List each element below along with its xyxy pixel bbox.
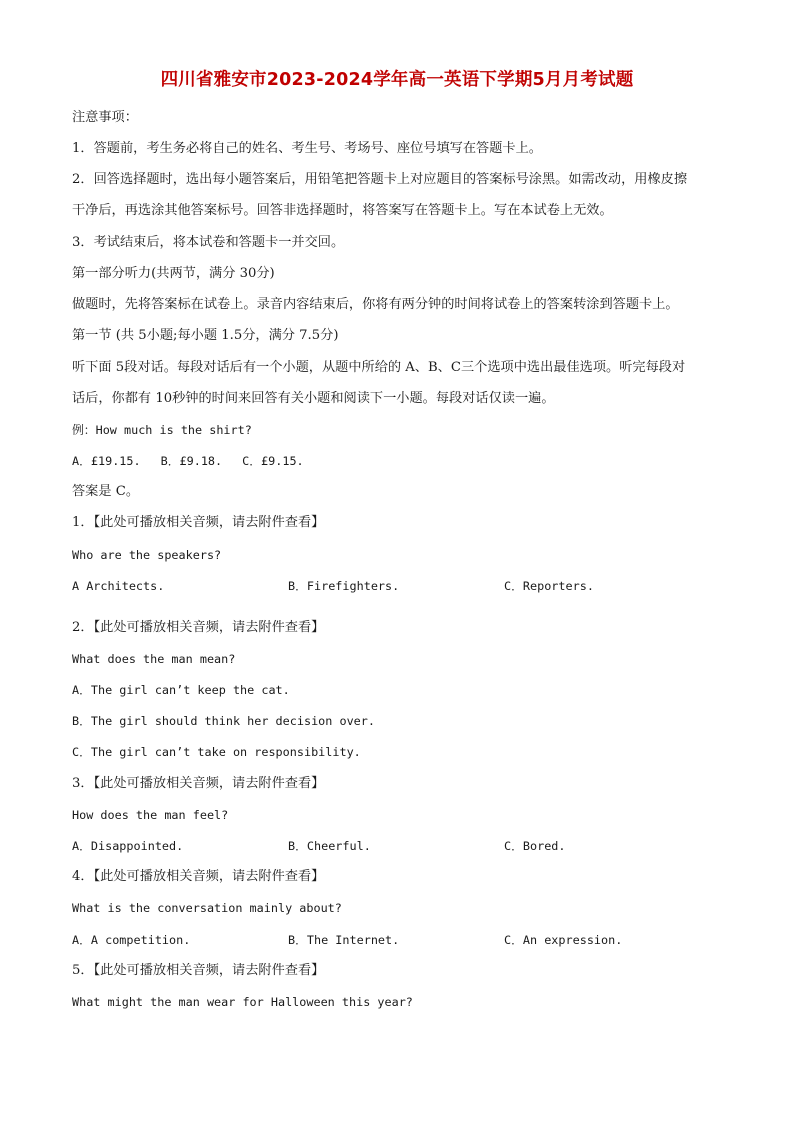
question-4-audio[interactable] <box>72 867 324 887</box>
example-question-text: 例：How much is the shirt? <box>72 423 252 437</box>
question-2-option-b[interactable]: B．The girl should think her decision over. <box>72 714 375 728</box>
question-2-number: 2． <box>72 620 94 635</box>
example-options <box>72 451 304 472</box>
question-2-audio[interactable] <box>72 618 324 638</box>
question-5-audio[interactable] <box>72 961 324 981</box>
question-2-text: What does the man mean? <box>72 652 236 666</box>
question-4-number: 4． <box>72 869 94 884</box>
notes-heading: 注意事项： <box>72 110 138 125</box>
question-1-option-c[interactable]: C．Reporters. <box>504 579 594 593</box>
question-3-option-a[interactable]: A．Disappointed. <box>72 839 184 853</box>
question-3-audio[interactable] <box>72 774 324 794</box>
audio-note-4[interactable]: 【此处可播放相关音频，请去附件查看】 <box>93 869 325 884</box>
question-3-option-b[interactable]: B．Cheerful. <box>288 839 371 853</box>
question-3-text: How does the man feel? <box>72 808 229 822</box>
section1-heading: 第一节 (共 5小题;每小题 1.5分，满分 7.5分) <box>72 328 339 343</box>
question-5-text: What might the man wear for Halloween this year? <box>72 995 413 1009</box>
example-option-b: B．£9.18. <box>160 454 223 468</box>
audio-note-1[interactable]: 【此处可播放相关音频，请去附件查看】 <box>93 515 325 530</box>
note-item-2: 2．回答选择题时，选出每小题答案后，用铅笔把答题卡上对应题目的答案标号涂黑。如需改动，用橡皮擦 <box>72 172 688 187</box>
page-title: 四川省雅安市2023-2024学年高一英语下学期5月月考试题 <box>160 70 634 90</box>
part1-instruction: 做题时，先将答案标在试卷上。录音内容结束后，你将有两分钟的时间将试卷上的答案转涂到答题卡上。 <box>72 297 679 312</box>
section1-instruction-continued: 话后，你都有 10秒钟的时间来回答有关小题和阅读下一小题。每段对话仅读一遍。 <box>72 391 555 406</box>
question-5-number: 5． <box>72 963 94 978</box>
question-2-option-c[interactable]: C．The girl can’t take on responsibility. <box>72 745 361 759</box>
question-2-option-a[interactable]: A．The girl can’t keep the cat. <box>72 683 290 697</box>
example-option-c: C．£9.15. <box>242 454 304 468</box>
question-3-number: 3． <box>72 776 94 791</box>
part1-heading: 第一部分听力(共两节，满分 30分) <box>72 266 275 281</box>
example-option-a: A．£19.15. <box>72 454 141 468</box>
note-item-3: 3．考试结束后，将本试卷和答题卡一并交回。 <box>72 235 345 250</box>
audio-note-3[interactable]: 【此处可播放相关音频，请去附件查看】 <box>93 776 325 791</box>
note-item-1: 1．答题前，考生务必将自己的姓名、考生号、考场号、座位号填写在答题卡上。 <box>72 141 542 156</box>
note-item-2-continued: 干净后，再选涂其他答案标号。回答非选择题时，将答案写在答题卡上。写在本试卷上无效。 <box>72 203 613 218</box>
question-4-option-a[interactable]: A．A competition. <box>72 933 191 947</box>
question-1-text: Who are the speakers? <box>72 548 222 562</box>
section1-instruction: 听下面 5段对话。每段对话后有一个小题，从题中所给的 A、B、C三个选项中选出最佳选项。听完每段对 <box>72 360 686 375</box>
example-answer: 答案是 C。 <box>72 484 140 499</box>
question-1-audio[interactable] <box>72 513 324 533</box>
example-question <box>72 420 252 441</box>
audio-note-2[interactable]: 【此处可播放相关音频，请去附件查看】 <box>93 620 325 635</box>
question-1-option-b[interactable]: B．Firefighters. <box>288 579 400 593</box>
question-4-option-c[interactable]: C．An expression. <box>504 933 623 947</box>
question-4-text: What is the conversation mainly about? <box>72 901 342 915</box>
question-3-option-c[interactable]: C．Bored. <box>504 839 566 853</box>
question-1-number: 1． <box>72 515 94 530</box>
question-1-option-a[interactable]: A Architects. <box>72 579 165 593</box>
audio-note-5[interactable]: 【此处可播放相关音频，请去附件查看】 <box>93 963 325 978</box>
question-4-option-b[interactable]: B．The Internet. <box>288 933 400 947</box>
